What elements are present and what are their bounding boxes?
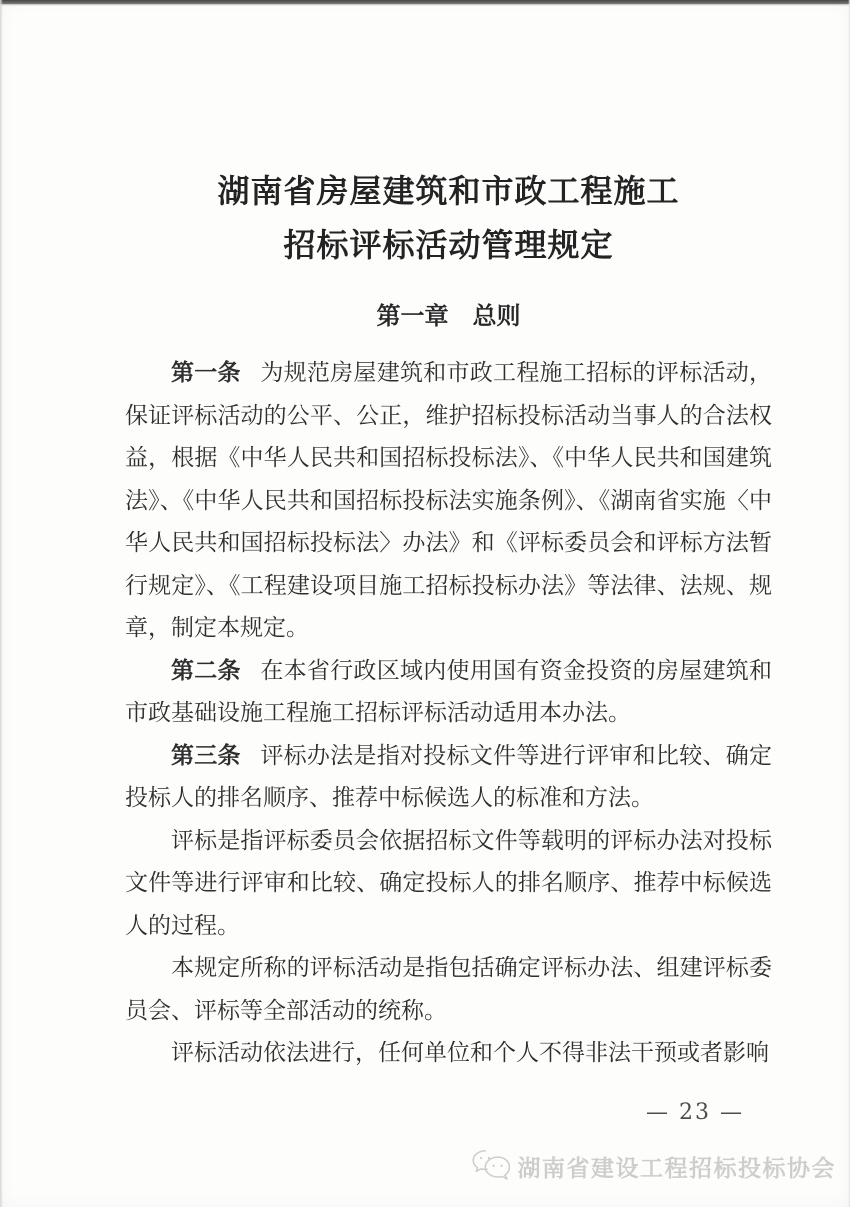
paragraph-article-3 bbox=[125, 735, 772, 820]
footer-watermark bbox=[470, 1148, 837, 1184]
paragraph-5-text: 本规定所称的评标活动是指包括确定评标办法、组建评标委员会、评标等全部活动的统称。 bbox=[125, 955, 772, 1024]
paragraph-6-text: 评标活动依法进行，任何单位和个人不得非法干预或者影响 bbox=[171, 1040, 769, 1066]
paragraph-lawful-conduct bbox=[125, 1032, 772, 1075]
paragraph-4-text: 评标是指评标委员会依据招标文件等载明的评标办法对投标文件等进行评审和比较、确定投标人的排名顺序、推荐中标候选人的过程。 bbox=[125, 827, 772, 939]
article-1-number: 第一条 bbox=[171, 359, 241, 386]
document-title-line-1: 湖南省房屋建筑和市政工程施工 bbox=[217, 172, 680, 210]
article-2-text: 在本省行政区域内使用国有资金投资的房屋建筑和市政基础设施工程施工招标评标活动适用本办法。 bbox=[125, 657, 773, 726]
association-watermark-text: 湖南省建设工程招标投标协会 bbox=[517, 1154, 836, 1182]
article-1-text: 为规范房屋建筑和市政工程施工招标的评标活动，保证评标活动的公平、公正，维护招标投标活动当事人的合法权益，根据《中华人民共和国招标投标法》、《中华人民共和国建筑法》、《中华人民共和国招标投标法实施条例》、《湖南省实施〈中华人民共和国招标投标法〉办法》和《评标委员会和评标方法暂行规定》、《工程建设项目施工招标投标办法》等法律、法规、规章，制定本规定。 bbox=[125, 360, 773, 641]
chapter-heading: 第一章 总则 bbox=[376, 301, 521, 330]
chat-bubbles-icon bbox=[470, 1148, 512, 1184]
scan-edge-top-shadow bbox=[0, 4, 850, 6]
paragraph-evaluation-definition bbox=[125, 820, 772, 948]
article-2-number: 第二条 bbox=[171, 656, 241, 684]
document-title bbox=[125, 164, 772, 272]
document-title-line-2: 招标评标活动管理规定 bbox=[283, 226, 614, 264]
paragraph-article-1 bbox=[125, 352, 772, 650]
page-number: — 23 — bbox=[646, 1100, 744, 1125]
paragraph-article-2 bbox=[125, 650, 772, 735]
article-3-text: 评标办法是指对投标文件等进行评审和比较、确定投标人的排名顺序、推荐中标候选人的标准和方法。 bbox=[125, 742, 773, 811]
scan-edge-left bbox=[0, 0, 3, 1207]
document-body bbox=[125, 352, 772, 1075]
paragraph-activity-definition bbox=[125, 947, 772, 1032]
article-3-number: 第三条 bbox=[171, 741, 241, 769]
